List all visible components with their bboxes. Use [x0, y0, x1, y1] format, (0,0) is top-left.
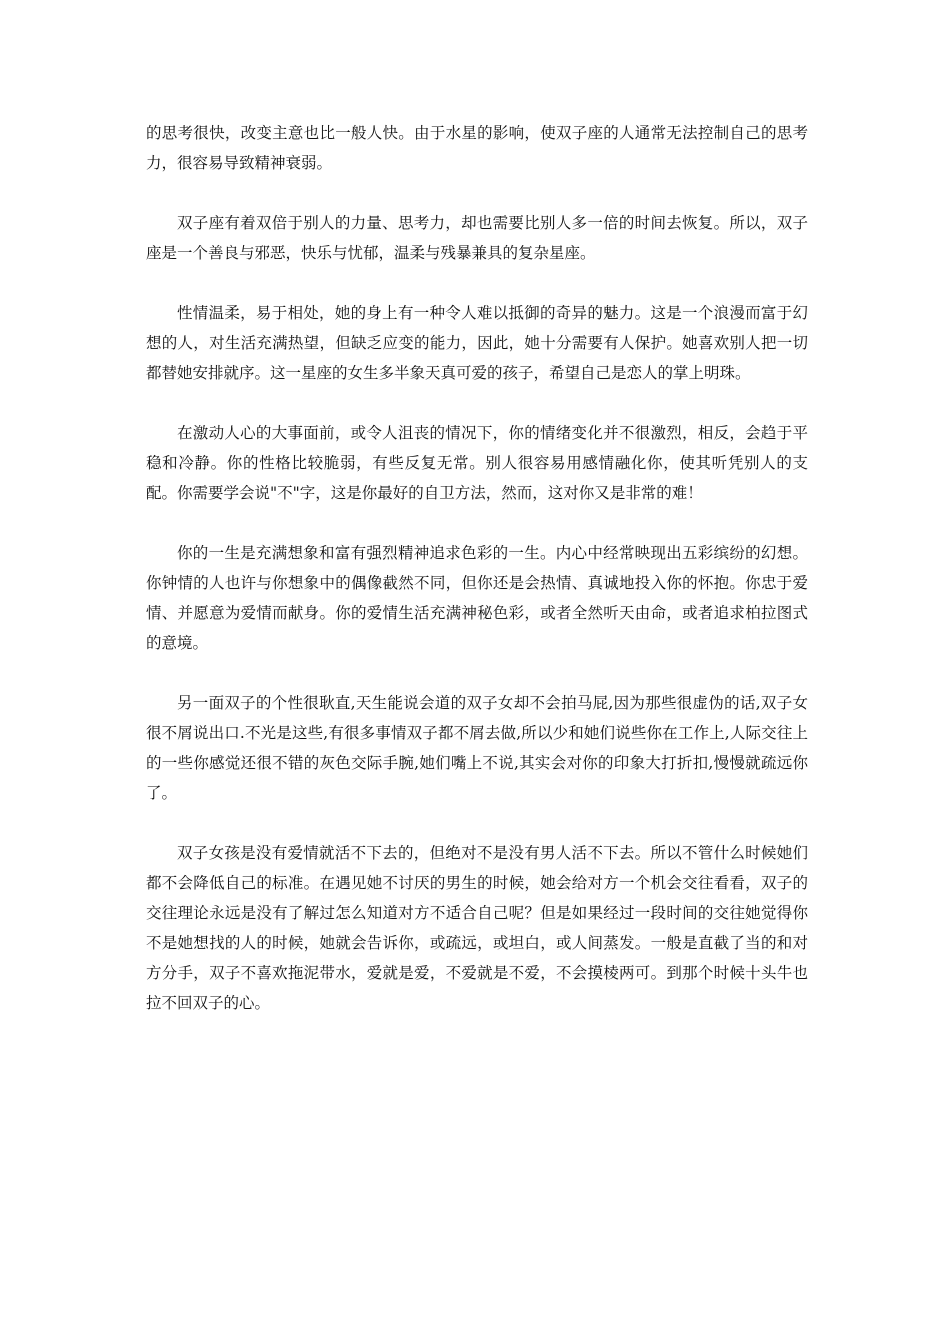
paragraph-3: 性情温柔，易于相处，她的身上有一种令人难以抵御的奇异的魅力。这是一个浪漫而富于幻想的人，对生活充满热望，但缺乏应变的能力，因此，她十分需要有人保护。她喜欢别人把一切都替她安排就序。这一星座的女生多半象天真可爱的孩子，希望自己是恋人的掌上明珠。 — [146, 304, 808, 382]
document-body — [146, 118, 808, 1048]
paragraph-1: 的思考很快，改变主意也比一般人快。由于水星的影响，使双子座的人通常无法控制自己的思考力，很容易导致精神衰弱。 — [146, 124, 808, 172]
paragraph-4: 在激动人心的大事面前，或令人沮丧的情况下，你的情绪变化并不很激烈，相反，会趋于平稳和冷静。你的性格比较脆弱，有些反复无常。别人很容易用感情融化你，使其听凭别人的支配。你需要学会说"不"字，这是你最好的自卫方法，然而，这对你又是非常的难！ — [146, 424, 808, 502]
paragraph-7: 双子女孩是没有爱情就活不下去的，但绝对不是没有男人活不下去。所以不管什么时候她们都不会降低自己的标准。在遇见她不讨厌的男生的时候，她会给对方一个机会交往看看，双子的交往理论永远是没有了解过怎么知道对方不适合自己呢？但是如果经过一段时间的交往她觉得你不是她想找的人的时候，她就会告诉你，或疏远，或坦白，或人间蒸发。一般是直截了当的和对方分手，双子不喜欢拖泥带水，爱就是爱，不爱就是不爱，不会摸棱两可。到那个时候十头牛也拉不回双子的心。 — [146, 844, 808, 1012]
paragraph-2: 双子座有着双倍于别人的力量、思考力，却也需要比别人多一倍的时间去恢复。所以，双子座是一个善良与邪恶，快乐与忧郁，温柔与残暴兼具的复杂星座。 — [146, 214, 808, 262]
paragraph-6: 另一面双子的个性很耿直,天生能说会道的双子女却不会拍马屁,因为那些很虚伪的话,双子女很不屑说出口.不光是这些,有很多事情双子都不屑去做,所以少和她们说些你在工作上,人际交往上的一些你感觉还很不错的灰色交际手腕,她们嘴上不说,其实会对你的印象大打折扣,慢慢就疏远你了。 — [146, 694, 808, 802]
paragraph-5: 你的一生是充满想象和富有强烈精神追求色彩的一生。内心中经常映现出五彩缤纷的幻想。你钟情的人也许与你想象中的偶像截然不同，但你还是会热情、真诚地投入你的怀抱。你忠于爱情、并愿意为爱情而献身。你的爱情生活充满神秘色彩，或者全然听天由命，或者追求柏拉图式的意境。 — [146, 544, 808, 652]
